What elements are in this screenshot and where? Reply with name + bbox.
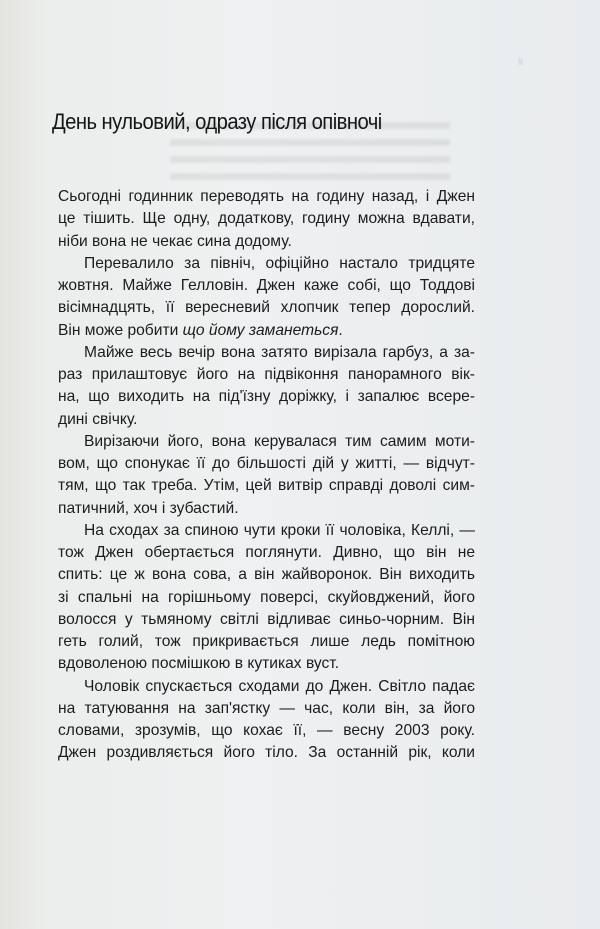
paragraph-5 — [58, 520, 475, 676]
body-text — [58, 186, 475, 765]
paragraph-4 — [58, 431, 475, 520]
paragraph-6 — [58, 676, 475, 765]
text-line: на, що виходить на під'їзну доріжку, і запалює всере- — [58, 388, 475, 406]
text-line: дині свічку. — [58, 410, 138, 428]
text-line: тям, що так треба. Утім, цей витвір справді доволі сим- — [58, 477, 475, 495]
paragraph-3 — [58, 342, 475, 431]
paragraph-1 — [58, 186, 475, 253]
text-line: геть голий, тож прикривається лише ледь помітною — [58, 633, 475, 650]
text-line: волосся у тьмяному світлі відливає синьо-чорним. Він — [58, 610, 475, 628]
text-line: Він може робити що йому заманеться. — [58, 321, 343, 339]
text-line: раз прилаштовує його на підвіконня панорамного вік- — [58, 366, 475, 383]
chapter-heading: День нульовий, одразу після опівночі — [52, 109, 382, 134]
text-line: патичний, хоч і зубастий. — [58, 499, 239, 517]
text-line: На сходах за спиною чути кроки її чоловіка, Келлі, — — [84, 521, 475, 539]
text-line: жовтня. Майже Гелловін. Джен каже собі, що Тоддові — [58, 277, 475, 294]
text-line: тож Джен обертається поглянути. Дивно, що він не — [58, 544, 475, 561]
paragraph-2 — [58, 253, 475, 342]
text-line: словами, зрозумів, що кохає її, — весну 2003 року. — [58, 722, 475, 739]
text-line: Перевалило за північ, офіційно настало тридцяте — [84, 254, 475, 272]
text-line: Чоловік спускається сходами до Джен. Світло падає — [84, 677, 475, 695]
text-line: Сьогодні годинник переводять на годину назад, і Джен — [58, 188, 475, 205]
text-line: спить: це ж вона сова, а він жайворонок. Він виходить — [58, 566, 475, 584]
text-line: це тішить. Ще одну, додаткову, годину можна вдавати, — [58, 210, 475, 228]
text-line: зі спальні на горішньому поверсі, скуйовджений, його — [58, 588, 475, 606]
text-line: на татуювання на зап'ястку — час, коли він, за його — [58, 699, 475, 717]
text-line: Вирізаючи його, вона керувалася тим самим моти- — [84, 432, 475, 450]
text-line: Майже весь вечір вона затято вирізала гарбуз, а за- — [84, 343, 475, 361]
italic-phrase: що йому заманеться — [182, 321, 339, 339]
text-line: вдоволеною посмішкою в кутиках вуст. — [58, 655, 340, 673]
text-line: вом, що спонукає її до більшості дій у житті, — відчут- — [58, 455, 475, 472]
page-mark — [518, 58, 523, 65]
text-line: Джен роздивляється його тіло. За останній рік, коли — [58, 744, 475, 762]
text-line: вісімнадцять, її вересневий хлопчик тепер дорослий. — [58, 299, 475, 317]
text-line: ніби вона не чекає сина додому. — [58, 232, 292, 250]
